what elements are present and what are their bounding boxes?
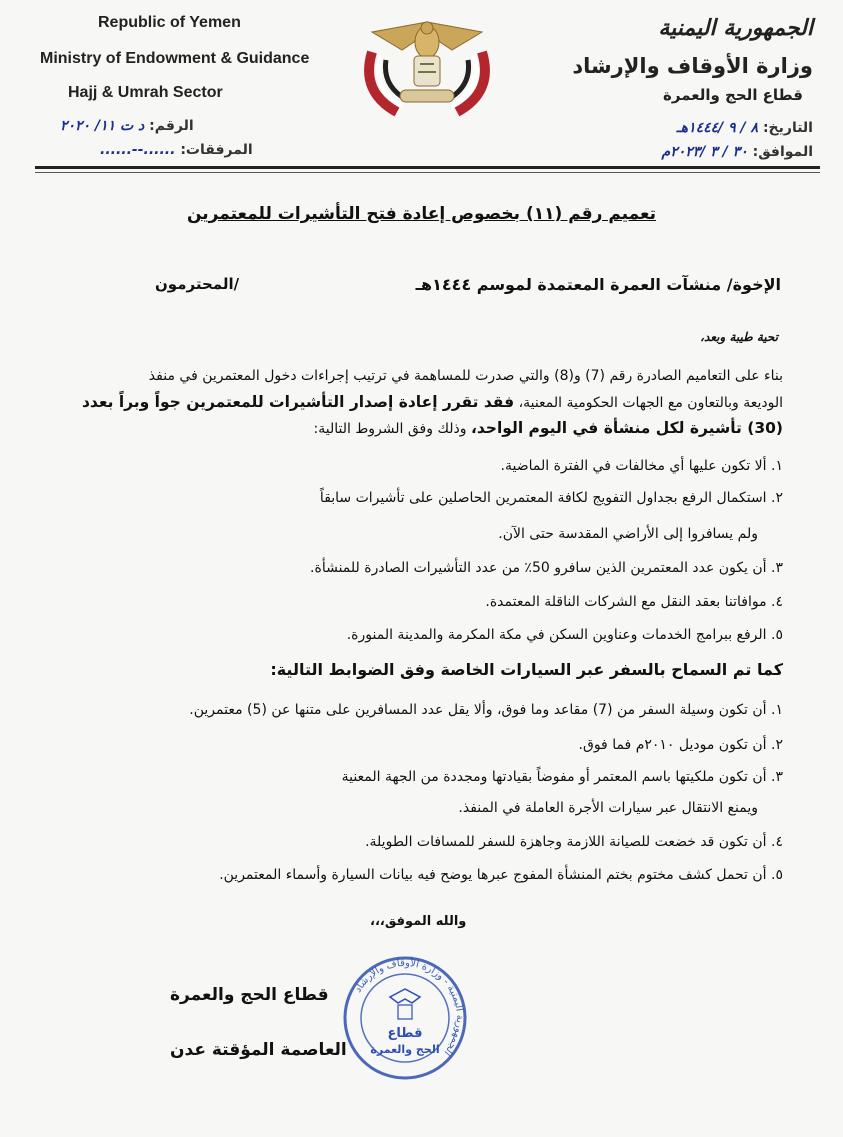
condition-item-continued: ولم يسافروا إلى الأراضي المقدسة حتى الآن. [498,526,758,542]
respected-label: /المحترمون [155,275,240,293]
addressee: الإخوة/ منشآت العمرة المعتمدة لموسم ١٤٤٤هـ [415,275,781,294]
vehicle-rule-item-continued: ويمنع الانتقال عبر سيارات الأجرة العاملة في المنفذ. [458,800,758,816]
ref-value: د ت ١١/ ٢٠٢٠ [60,118,145,134]
corresponding-label: الموافق: [752,144,813,160]
corresponding-value: ٣٠ / ٣ /٢٠٢٣م [661,144,748,160]
date-value: ٨ / ٩ /١٤٤٤هـ [676,120,759,136]
header-ar-country: الجمهورية اليمنية [658,16,813,41]
signature-sector: قطاع الحج والعمرة [170,985,329,1005]
header-divider [35,166,820,169]
vehicle-subheading: كما تم السماح بالسفر عبر السيارات الخاصة وفق الضوابط التالية: [270,660,783,679]
official-stamp [340,953,470,1083]
condition-item: ٣. أن يكون عدد المعتمرين الذين سافرو 50٪ من عدد التأشيرات الصادرة للمنشأة. [310,560,783,576]
yemen-eagle-emblem [352,12,502,124]
vehicle-rule-item: ٥. أن تحمل كشف مختوم بختم المنشأة المفوج عبرها يوضح فيه بيانات السيارة وأسماء المعتمرين. [219,867,783,883]
header-en-country: Republic of Yemen [98,14,241,31]
ref-label: الرقم: [149,118,194,134]
condition-item: ٤. موافاتنا بعقد النقل مع الشركات الناقلة المعتمدة. [485,594,783,610]
date-gregorian [662,144,813,160]
signature-city: العاصمة المؤقتة عدن [170,1040,347,1060]
vehicle-rule-item: ٤. أن تكون قد خضعت للصيانة اللازمة وجاهزة للسفر للمسافات الطويلة. [365,834,783,850]
vehicle-rule-item: ٣. أن تكون ملكيتها باسم المعتمر أو مفوضاً بقيادتها ومجددة من الجهة المعنية [341,769,783,785]
paragraph-line-3-bold: (30) تأشيرة لكل منشأة في اليوم الواحد، [470,419,783,437]
stamp-ring-text: الجمهورية اليمنية - وزارة الأوقاف والإرشاد [352,957,466,1058]
stamp-center-line-1: قطاع [387,1026,423,1041]
paragraph-line-3-normal: وذلك وفق الشروط التالية: [313,421,467,437]
attachments [100,142,253,158]
header-en-ministry: Ministry of Endowment & Guidance [40,50,310,67]
condition-item: ٢. استكمال الرفع بجداول التفويج لكافة المعتمرين الحاصلين على تأشيرات سابقاً [319,490,783,506]
ref-number [60,118,194,134]
paragraph-line-2-bold: فقد تقرر إعادة إصدار التأشيرات للمعتمرين جواً وبراً بعدد [81,393,515,411]
date-label: التاريخ: [762,120,813,136]
attachments-value: ......--...... [100,142,176,158]
paragraph-line-2-normal: الوديعة وبالتعاون مع الجهات الحكومية المعنية، [518,395,783,411]
vehicle-rule-item: ٢. أن تكون موديل ٢٠١٠م فما فوق. [578,737,783,753]
paragraph-line-1: بناء على التعاميم الصادرة رقم (7) و(8) والتي صدرت للمساهمة في ترتيب إجراءات دخول المعتمرين في منفذ [148,368,783,384]
stamp-center-line-2: الحج والعمرة [370,1043,440,1056]
vehicle-rule-item: ١. أن تكون وسيلة السفر من (7) مقاعد وما فوق، وألا يقل عدد المسافرين على متنها عن (5) معتمرين. [189,702,783,718]
circular-title: تعميم رقم (١١) بخصوص إعادة فتح التأشيرات للمعتمرين [186,204,657,224]
header-divider-thin [35,172,820,173]
header-ar-ministry: وزارة الأوقاف والإرشاد [572,54,813,78]
header-en-sector: Hajj & Umrah Sector [68,84,223,101]
attachments-label: المرفقات: [180,142,253,158]
paragraph-line-3 [314,419,783,437]
greeting: تحية طيبة وبعد، [700,330,778,344]
condition-item: ١. ألا تكون عليها أي مخالفات في الفترة الماضية. [500,458,783,474]
date-hijri [677,120,813,136]
closing-phrase: والله الموفق،،، [370,914,467,929]
header-ar-sector: قطاع الحج والعمرة [663,86,803,104]
condition-item: ٥. الرفع ببرامج الخدمات وعناوين السكن في مكة المكرمة والمدينة المنورة. [346,627,783,643]
paragraph-line-2 [82,393,783,411]
